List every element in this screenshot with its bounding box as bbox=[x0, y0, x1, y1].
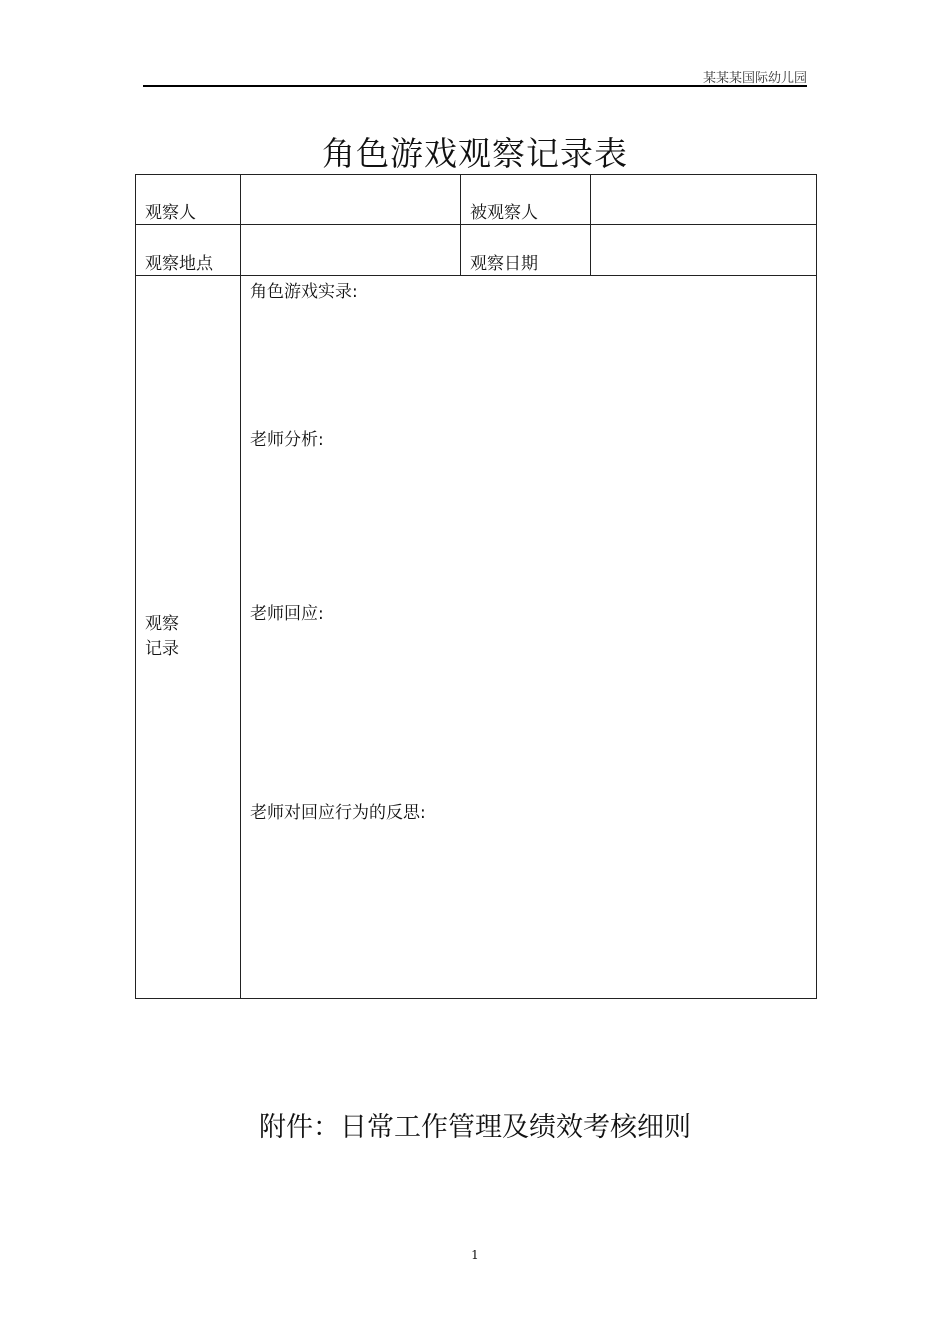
observer-field[interactable] bbox=[241, 175, 461, 225]
observation-form-table bbox=[135, 174, 817, 999]
location-field[interactable] bbox=[241, 225, 461, 276]
teacher-response-heading: 老师回应: bbox=[250, 604, 324, 624]
record-row bbox=[136, 276, 817, 999]
observer-row bbox=[136, 175, 817, 225]
header-org-name: 某某某国际幼儿园 bbox=[702, 71, 807, 86]
observee-field[interactable] bbox=[591, 175, 817, 225]
observee-label: 被观察人 bbox=[461, 175, 591, 225]
record-content-area[interactable] bbox=[241, 276, 817, 999]
observer-label: 观察人 bbox=[136, 175, 241, 225]
date-label: 观察日期 bbox=[461, 225, 591, 276]
record-label-line2: 记录 bbox=[145, 639, 179, 659]
location-row bbox=[136, 225, 817, 276]
reflection-heading: 老师对回应行为的反思: bbox=[250, 803, 426, 823]
location-label: 观察地点 bbox=[136, 225, 241, 276]
header-divider bbox=[143, 85, 807, 87]
date-field[interactable] bbox=[591, 225, 817, 276]
page-title: 角色游戏观察记录表 bbox=[322, 134, 628, 173]
page-number: 1 bbox=[471, 1248, 479, 1262]
attachment-title: 附件：日常工作管理及绩效考核细则 bbox=[259, 1112, 691, 1143]
play-record-heading: 角色游戏实录: bbox=[250, 282, 358, 302]
teacher-analysis-heading: 老师分析: bbox=[250, 430, 324, 450]
record-label-line1: 观察 bbox=[145, 614, 179, 634]
record-label bbox=[136, 276, 241, 999]
